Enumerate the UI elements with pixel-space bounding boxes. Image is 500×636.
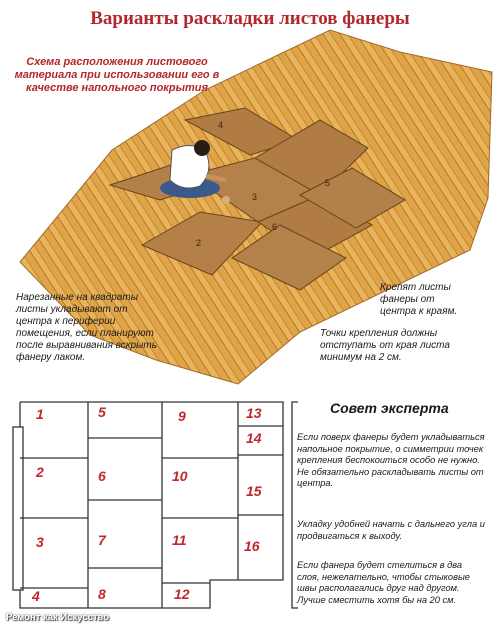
- plan-number-9: 9: [178, 408, 186, 424]
- sheet-number-6: 6: [272, 222, 278, 232]
- plan-number-7: 7: [98, 532, 106, 548]
- expert-tip-1: Если поверх фанеры будет укладываться напольное покрытие, о симметрии точек крепления беспокоиться особо не нужно. Не обязательно раскладывать листы от центра.: [297, 432, 485, 488]
- sheet-number-4: 4: [218, 120, 224, 130]
- plan-number-11: 11: [172, 532, 187, 548]
- expert-tip-2: Укладку удобней начать с дальнего угла и продвигаться к выходу.: [297, 519, 485, 541]
- plan-number-2: 2: [36, 464, 44, 480]
- note-right-2: Точки крепления должны отступать от края листа минимум на 2 см.: [320, 328, 450, 363]
- plan-number-4: 4: [32, 588, 40, 604]
- plan-number-5: 5: [98, 404, 106, 420]
- note-right-1: Крепят листы фанеры от центра к краям.: [380, 282, 458, 317]
- sheet-number-5: 5: [325, 178, 331, 188]
- plan-number-14: 14: [246, 430, 262, 446]
- plan-number-10: 10: [172, 468, 188, 484]
- watermark: Ремонт как Искусство: [6, 612, 110, 623]
- sheet-number-2: 2: [196, 238, 202, 248]
- door-icon: [13, 427, 23, 590]
- plan-number-3: 3: [36, 534, 44, 550]
- sheet-number-3: 3: [252, 192, 258, 202]
- expert-heading: Совет эксперта: [330, 400, 449, 416]
- plan-outline: [20, 402, 283, 608]
- expert-tip-3: Если фанера будет стелиться в два слоя, нежелательно, чтобы стыковые швы располагались друг над другом. Лучше сместить хотя бы на 20 см.: [297, 560, 470, 605]
- scheme-caption: Схема расположения листового материала при использовании его в качестве напольного покрытия: [14, 56, 220, 94]
- plan-number-15: 15: [246, 483, 262, 499]
- note-left: Нарезанные на квадраты листы укладывают от центра к периферии помещения, если планируют после выравнивания вскрыть фанеру лаком.: [16, 292, 158, 363]
- plan-number-8: 8: [98, 586, 106, 602]
- plan-number-6: 6: [98, 468, 106, 484]
- plan-number-1: 1: [36, 406, 44, 422]
- plan-number-12: 12: [174, 586, 190, 602]
- plan-number-16: 16: [244, 538, 260, 554]
- plan-number-13: 13: [246, 405, 262, 421]
- page-title: Варианты раскладки листов фанеры: [90, 8, 410, 29]
